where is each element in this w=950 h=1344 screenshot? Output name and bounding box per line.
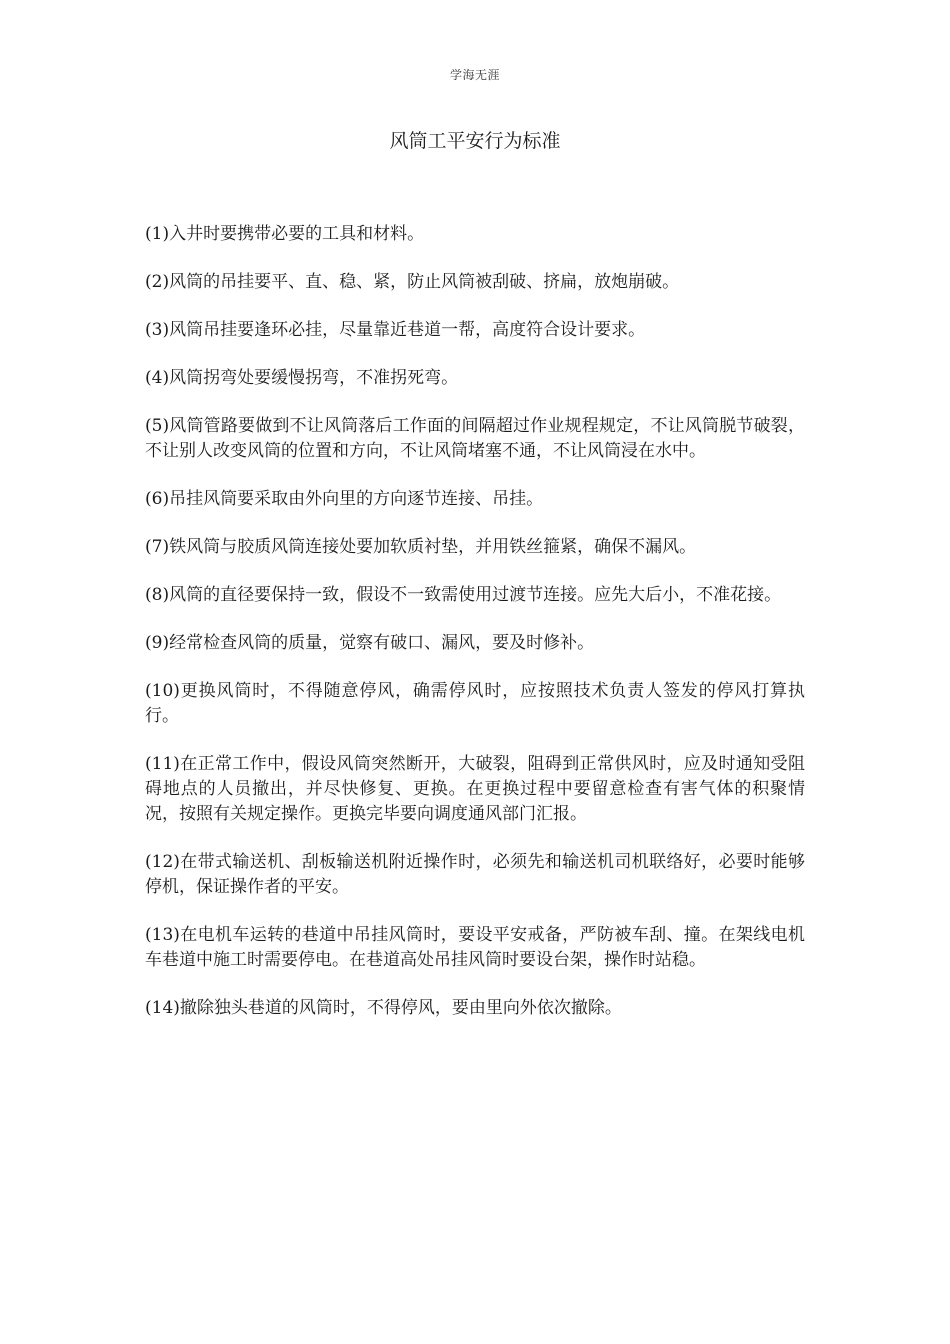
paragraph-13: (13)在电机车运转的巷道中吊挂风筒时，要设平安戒备，严防被车刮、撞。在架线电机车巷道中施工时需要停电。在巷道高处吊挂风筒时要设台架，操作时站稳。 [145, 925, 805, 970]
paragraph-3: (3)风筒吊挂要逢环必挂，尽量靠近巷道一帮，高度符合设计要求。 [145, 320, 646, 340]
paragraph-12: (12)在带式输送机、刮板输送机附近操作时，必须先和输送机司机联络好，必要时能够停机，保证操作者的平安。 [145, 852, 805, 897]
paragraph-14: (14)撤除独头巷道的风筒时，不得停风，要由里向外依次撤除。 [145, 998, 622, 1018]
paragraph-5: (5)风筒管路要做到不让风筒落后工作面的间隔超过作业规程规定，不让风筒脱节破裂，不让别人改变风筒的位置和方向，不让风筒堵塞不通，不让风筒浸在水中。 [145, 416, 805, 461]
paragraph-6: (6)吊挂风筒要采取由外向里的方向逐节连接、吊挂。 [145, 489, 544, 509]
running-header: 学海无涯 [449, 68, 500, 82]
paragraph-2: (2)风筒的吊挂要平、直、稳、紧，防止风筒被刮破、挤扁，放炮崩破。 [145, 272, 680, 292]
document-body [145, 222, 805, 1044]
paragraph-7: (7)铁风筒与胶质风筒连接处要加软质衬垫，并用铁丝箍紧，确保不漏风。 [145, 537, 697, 557]
paragraph-8: (8)风筒的直径要保持一致，假设不一致需使用过渡节连接。应先大后小，不准花接。 [145, 585, 782, 605]
paragraph-10: (10)更换风筒时，不得随意停风，确需停风时，应按照技术负责人签发的停风打算执行。 [145, 681, 805, 726]
paragraph-9: (9)经常检查风筒的质量，觉察有破口、漏风，要及时修补。 [145, 633, 595, 653]
document-title: 风筒工平安行为标准 [389, 130, 561, 152]
paragraph-4: (4)风筒拐弯处要缓慢拐弯，不准拐死弯。 [145, 368, 459, 388]
paragraph-1: (1)入井时要携带必要的工具和材料。 [145, 224, 425, 244]
paragraph-11: (11)在正常工作中，假设风筒突然断开，大破裂，阻碍到正常供风时，应及时通知受阻碍地点的人员撤出，并尽快修复、更换。在更换过程中要留意检查有害气体的积聚情况，按照有关规定操作。更换完毕要向调度通风部门汇报。 [145, 754, 805, 824]
